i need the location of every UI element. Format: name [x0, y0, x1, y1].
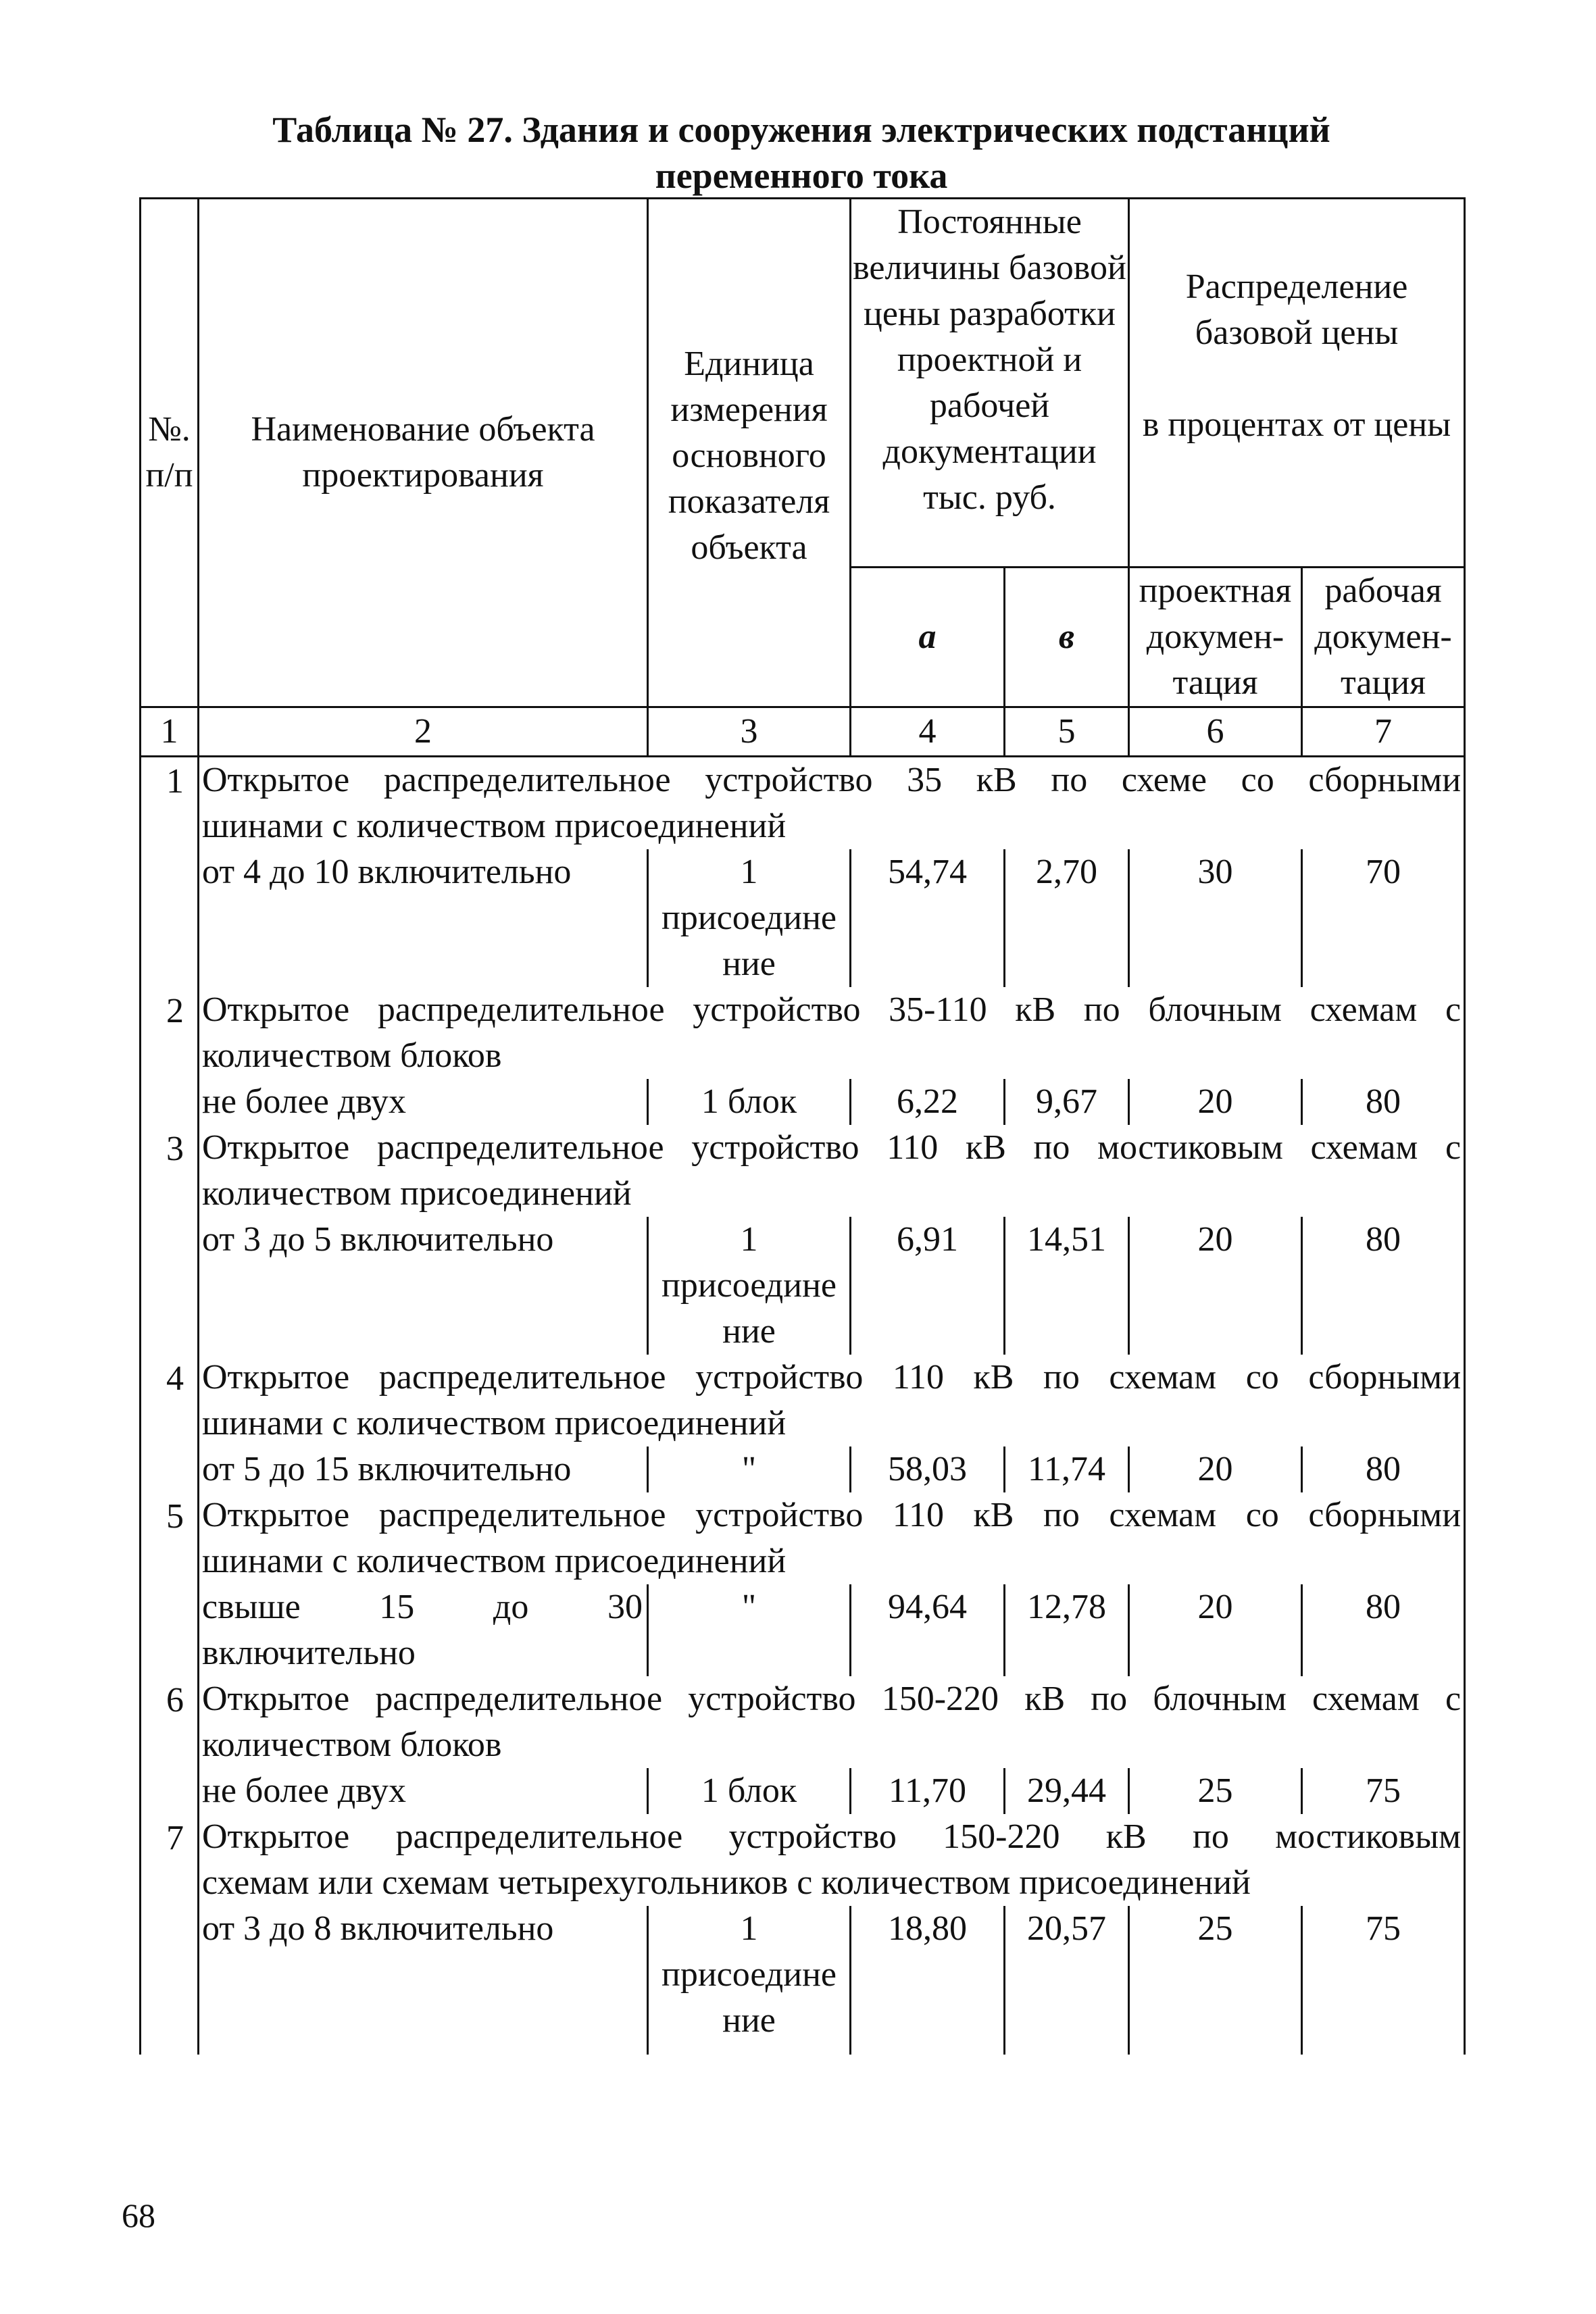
row-number: 6	[141, 1676, 199, 1814]
col-number: 2	[199, 707, 648, 757]
row-number: 4	[141, 1355, 199, 1492]
row-value-b: 14,51	[1005, 1217, 1129, 1355]
row-object-name: от 4 до 10 включительно	[199, 849, 648, 987]
row-percent-work: 80	[1302, 1217, 1465, 1355]
row-number: 1	[141, 757, 199, 988]
row-description	[199, 1676, 1465, 1768]
col-number: 4	[851, 707, 1005, 757]
row-unit: 1 присоедине ние	[648, 849, 851, 987]
table-row	[141, 1676, 1465, 1768]
row-description-line-2: шинами с количеством присоединений	[202, 1542, 787, 1580]
col-number: 5	[1005, 707, 1129, 757]
row-number: 2	[141, 987, 199, 1125]
header-no: №. п/п	[141, 199, 199, 707]
header-sub-work: рабочая докумен-тация	[1302, 568, 1465, 707]
row-percent-proj: 20	[1129, 1447, 1302, 1492]
row-number: 7	[141, 1814, 199, 2055]
row-description	[199, 1492, 1465, 1584]
row-description-line-2: количеством присоединений	[202, 1174, 632, 1213]
table-row	[141, 1584, 1465, 1676]
row-object-name: от 5 до 15 включительно	[199, 1447, 648, 1492]
header-dist	[1129, 199, 1465, 568]
row-percent-work: 70	[1302, 849, 1465, 987]
row-value-b: 20,57	[1005, 1906, 1129, 2055]
title-line-1: Таблица № 27. Здания и сооружения электрических подстанций	[272, 109, 1330, 150]
row-value-a: 6,22	[851, 1079, 1005, 1125]
row-description-line-1: Открытое распределительное устройство 110 кВ по схемам со сборными	[202, 1358, 1462, 1397]
row-description	[199, 987, 1465, 1079]
table-row	[141, 987, 1465, 1079]
row-description	[199, 757, 1465, 850]
header-dist-line-2: в процентах от цены	[1142, 405, 1451, 444]
row-object-name: не более двух	[199, 1079, 648, 1125]
header-sub-proj: проектная докумен-тация	[1129, 568, 1302, 707]
row-percent-work: 80	[1302, 1584, 1465, 1676]
table-row	[141, 1447, 1465, 1492]
row-description-line-1: Открытое распределительное устройство 110 кВ по мостиковым схемам с	[202, 1128, 1462, 1167]
row-description-line-1: Открытое распределительное устройство 150-220 кВ по мостиковым	[202, 1817, 1462, 1856]
header-name: Наименование объекта проектирования	[199, 199, 648, 707]
header-dist-line-1: Распределение базовой цены	[1185, 268, 1408, 352]
column-number-row	[141, 707, 1465, 757]
table-row	[141, 1217, 1465, 1355]
price-table	[139, 197, 1466, 2055]
table-row	[141, 1492, 1465, 1584]
row-percent-work: 75	[1302, 1906, 1465, 2055]
table-row	[141, 1355, 1465, 1447]
row-unit: "	[648, 1584, 851, 1676]
row-value-a: 11,70	[851, 1768, 1005, 1814]
row-value-b: 2,70	[1005, 849, 1129, 987]
table-row	[141, 757, 1465, 850]
row-unit: 1 блок	[648, 1768, 851, 1814]
col-number: 3	[648, 707, 851, 757]
row-object-name: не более двух	[199, 1768, 648, 1814]
table-row	[141, 849, 1465, 987]
row-description	[199, 1814, 1465, 1906]
row-description-line-2: шинами с количеством присоединений	[202, 1404, 787, 1442]
col-number: 6	[1129, 707, 1302, 757]
row-percent-work: 75	[1302, 1768, 1465, 1814]
row-value-b: 9,67	[1005, 1079, 1129, 1125]
row-percent-work: 80	[1302, 1447, 1465, 1492]
row-value-b: 11,74	[1005, 1447, 1129, 1492]
row-percent-proj: 30	[1129, 849, 1302, 987]
row-percent-proj: 20	[1129, 1584, 1302, 1676]
row-unit: 1 блок	[648, 1079, 851, 1125]
row-percent-proj: 25	[1129, 1768, 1302, 1814]
row-unit: "	[648, 1447, 851, 1492]
row-value-b: 29,44	[1005, 1768, 1129, 1814]
row-description-line-1: Открытое распределительное устройство 110 кВ по схемам со сборными	[202, 1496, 1462, 1534]
row-percent-proj: 25	[1129, 1906, 1302, 2055]
col-number: 7	[1302, 707, 1465, 757]
table-row	[141, 1814, 1465, 1906]
header-sub-b: в	[1005, 568, 1129, 707]
table-row	[141, 1906, 1465, 2055]
table-title	[139, 107, 1464, 199]
table-row	[141, 1768, 1465, 1814]
row-description-line-2: шинами с количеством присоединений	[202, 807, 787, 845]
col-number: 1	[141, 707, 199, 757]
row-percent-work: 80	[1302, 1079, 1465, 1125]
row-value-b: 12,78	[1005, 1584, 1129, 1676]
row-description-line-1: Открытое распределительное устройство 35-110 кВ по блочным схемам с	[202, 990, 1462, 1029]
row-number: 3	[141, 1125, 199, 1355]
header-unit: Единица измерения основного показателя объекта	[648, 199, 851, 707]
row-description-line-2: схемам или схемам четырехугольников с количеством присоединений	[202, 1863, 1251, 1902]
row-value-a: 54,74	[851, 849, 1005, 987]
row-number: 5	[141, 1492, 199, 1676]
row-description	[199, 1125, 1465, 1217]
header-sub-a: а	[851, 568, 1005, 707]
row-object-name: свыше 15 до 30 включительно	[199, 1584, 648, 1676]
row-unit: 1 присоедине ние	[648, 1906, 851, 2055]
row-object-name: от 3 до 8 включительно	[199, 1906, 648, 2055]
row-value-a: 6,91	[851, 1217, 1005, 1355]
row-description-line-2: количеством блоков	[202, 1036, 502, 1075]
row-value-a: 58,03	[851, 1447, 1005, 1492]
page-number: 68	[122, 2196, 155, 2234]
row-value-a: 18,80	[851, 1906, 1005, 2055]
title-line-2: переменного тока	[655, 155, 948, 196]
row-unit: 1 присоедине ние	[648, 1217, 851, 1355]
row-description-line-2: количеством блоков	[202, 1726, 502, 1764]
row-percent-proj: 20	[1129, 1079, 1302, 1125]
row-value-a: 94,64	[851, 1584, 1005, 1676]
table-row	[141, 1125, 1465, 1217]
row-percent-proj: 20	[1129, 1217, 1302, 1355]
row-description	[199, 1355, 1465, 1447]
row-object-name: от 3 до 5 включительно	[199, 1217, 648, 1355]
row-description-line-1: Открытое распределительное устройство 35 кВ по схеме со сборными	[202, 761, 1462, 799]
table-row	[141, 1079, 1465, 1125]
row-description-line-1: Открытое распределительное устройство 150-220 кВ по блочным схемам с	[202, 1680, 1462, 1718]
header-const: Постоянные величины базовой цены разработки проектной и рабочей документации тыс. руб.	[851, 199, 1129, 568]
